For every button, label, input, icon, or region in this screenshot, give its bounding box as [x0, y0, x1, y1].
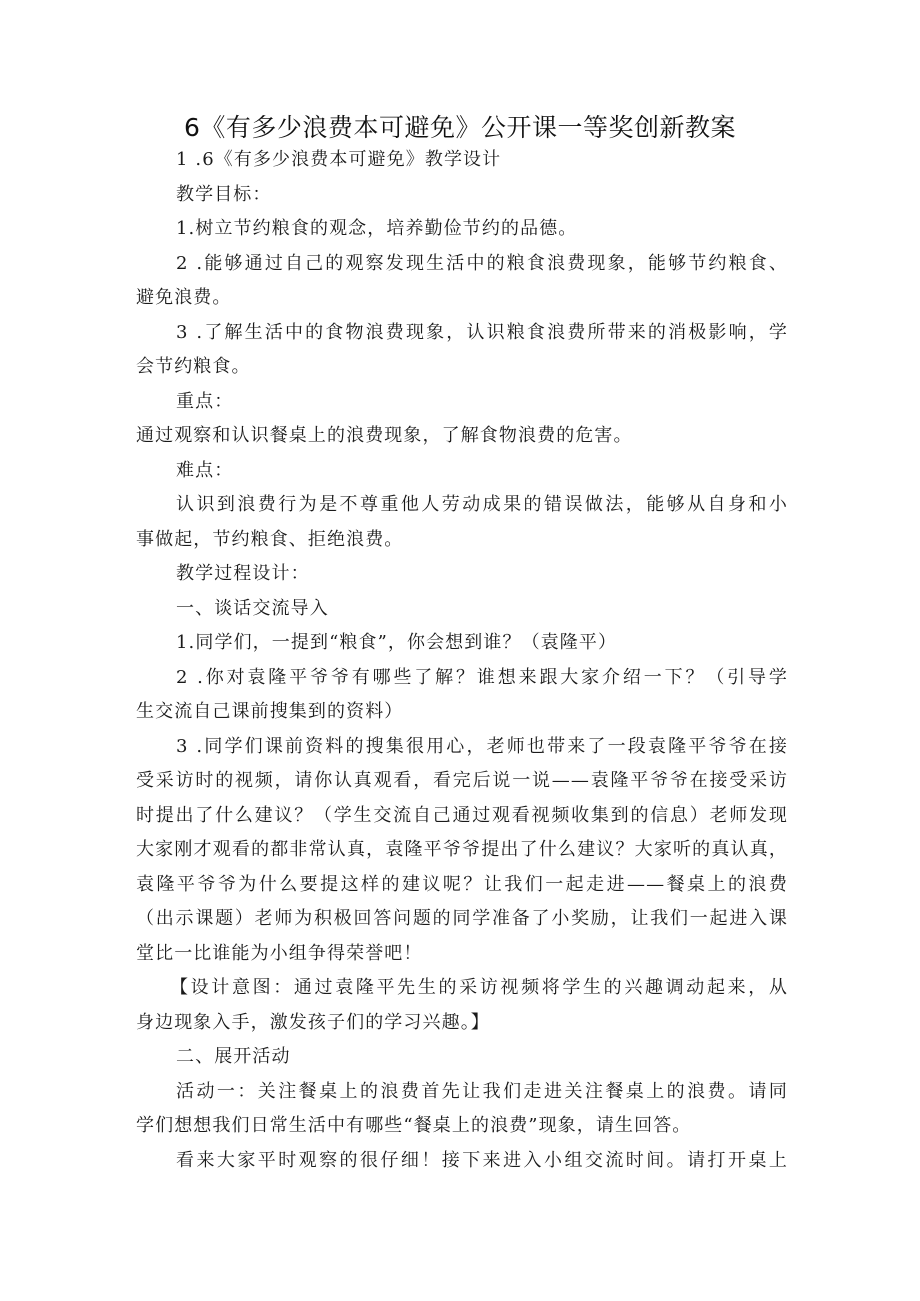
- activity-1-line-1: 活动一：关注餐桌上的浪费首先让我们走进关注餐桌上的浪费。请同: [176, 1080, 788, 1102]
- label-difficulty: 难点：: [176, 459, 234, 481]
- key-point-text: 通过观察和认识餐桌上的浪费现象，了解食物浪费的危害。: [136, 425, 633, 446]
- difficulty-line-2: 事做起，节约粮食、拒绝浪费。: [136, 528, 404, 550]
- objective-2-line-1: 2 .能够通过自己的观察发现生活中的粮食浪费现象，能够节约粮食、: [176, 252, 788, 274]
- label-key-point: 重点：: [176, 390, 234, 412]
- design-intent-line-2: 身边现象入手，激发孩子们的学习兴趣。】: [136, 1011, 490, 1033]
- activity-1-line-2: 学们想想我们日常生活中有哪些“餐桌上的浪费”现象，请生回答。: [136, 1115, 692, 1136]
- step-3-line-1: 3 .同学们课前资料的搜集很用心，老师也带来了一段袁隆平爷爷在接: [176, 735, 788, 757]
- difficulty-line-1: 认识到浪费行为是不尊重他人劳动成果的错误做法，能够从自身和小: [176, 494, 788, 515]
- step-3-line-3: 时提出了什么建议？（学生交流自己通过观看视频收集到的信息）老师发现: [136, 804, 788, 826]
- step-2-line-2: 生交流自己课前搜集到的资料）: [136, 701, 404, 722]
- document-title: 6《有多少浪费本可避免》公开课一等奖创新教案: [184, 113, 736, 142]
- section-heading: 1 .6《有多少浪费本可避免》教学设计: [176, 149, 502, 170]
- document-body: [136, 143, 788, 1178]
- step-2-line-1: 2 .你对袁隆平爷爷有哪些了解？谁想来跟大家介绍一下？（引导学: [176, 666, 788, 688]
- objective-1: 1.树立节约粮食的观念，培养勤俭节约的品德。: [176, 218, 578, 239]
- step-3-line-7: 堂比一比谁能为小组争得荣誉吧！: [136, 942, 423, 964]
- part-2-heading: 二、展开活动: [176, 1046, 291, 1067]
- step-3-line-6: （出示课题）老师为积极回答问题的同学准备了小奖励，让我们一起进入课: [136, 908, 788, 929]
- activity-1-line-3: 看来大家平时观察的很仔细！接下来进入小组交流时间。请打开桌上: [176, 1149, 788, 1171]
- step-3-line-4: 大家刚才观看的都非常认真，袁隆平爷爷提出了什么建议？大家听的真认真，: [136, 839, 788, 860]
- objective-2-line-2: 避免浪费。: [136, 287, 232, 308]
- step-3-line-5: 袁隆平爷爷为什么要提这样的建议呢？让我们一起走进——餐桌上的浪费: [136, 873, 788, 895]
- step-3-line-2: 受采访时的视频，请你认真观看，看完后说一说——袁隆平爷爷在接受采访: [136, 770, 788, 791]
- label-objectives: 教学目标：: [176, 183, 272, 205]
- objective-3-line-1: 3 .了解生活中的食物浪费现象，认识粮食浪费所带来的消极影响，学: [176, 321, 788, 343]
- step-1: 1.同学们，一提到“粮食”，你会想到谁？（袁隆平）: [176, 632, 618, 653]
- objective-3-line-2: 会节约粮食。: [136, 356, 251, 377]
- design-intent-line-1: 【设计意图：通过袁隆平先生的采访视频将学生的兴趣调动起来，从: [170, 977, 788, 998]
- part-1-heading: 一、谈话交流导入: [176, 597, 329, 619]
- label-process: 教学过程设计：: [176, 563, 310, 584]
